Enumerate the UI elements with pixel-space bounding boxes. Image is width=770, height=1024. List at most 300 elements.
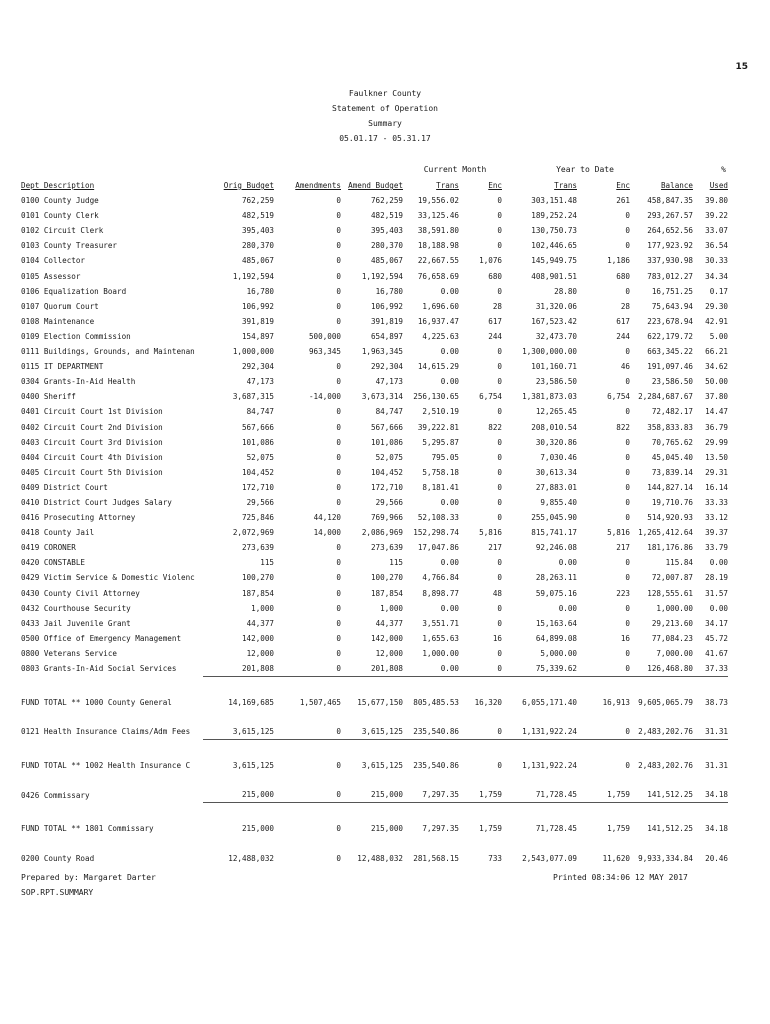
fund-total-row [21, 758, 728, 773]
cell-ye: 0 [625, 407, 630, 417]
cell-ce: 0 [497, 482, 502, 492]
cell-ye: 0 [625, 286, 630, 296]
cell-ye: 0 [625, 761, 630, 771]
department-row [21, 555, 728, 570]
cell-desc: 0403 Circuit Court 3rd Division [21, 437, 163, 447]
cell-yt: 303,151.48 [531, 196, 577, 206]
cell-bal: 293,267.57 [647, 211, 693, 221]
cell-bal: 23,586.50 [651, 377, 693, 387]
cell-ce: 733 [488, 853, 502, 863]
cell-desc: 0404 Circuit Court 4th Division [21, 452, 163, 462]
cell-orig: 187,854 [241, 588, 274, 598]
cell-ab: 172,710 [370, 482, 403, 492]
cell-ce: 244 [488, 331, 502, 341]
cell-amend: 0 [336, 377, 341, 387]
cell-ct: 0.00 [440, 497, 459, 507]
cell-ct: 4,225.63 [422, 331, 459, 341]
cell-ct: 0.00 [440, 558, 459, 568]
cell-ye: 1,759 [607, 790, 630, 800]
cell-orig: 482,519 [241, 211, 274, 221]
cell-desc: 0108 Maintenance [21, 316, 95, 326]
cell-desc: 0410 District Court Judges Salary [21, 497, 172, 507]
prepared-by: Prepared by: Margaret Darter [21, 873, 156, 882]
cell-orig: 52,075 [246, 452, 274, 462]
cell-yt: 1,131,922.24 [522, 727, 577, 737]
cell-orig: 3,687,315 [232, 392, 274, 402]
cell-desc: 0200 County Road [21, 853, 95, 863]
cell-used: 28.19 [705, 573, 728, 583]
cell-ab: 44,377 [375, 618, 403, 628]
cell-desc: FUND TOTAL ** 1002 Health Insurance C [21, 761, 191, 771]
cell-bal: 514,920.93 [647, 513, 693, 523]
printed-timestamp: Printed 08:34:06 12 MAY 2017 [553, 873, 688, 882]
cell-orig: 16,780 [246, 286, 274, 296]
cell-amend: 0 [336, 437, 341, 447]
cell-amend: 0 [336, 256, 341, 266]
cell-amend: 0 [336, 603, 341, 613]
cell-amend: 0 [336, 543, 341, 553]
department-row [21, 223, 728, 238]
cell-ce: 5,816 [479, 528, 502, 538]
cell-amend: 0 [336, 211, 341, 221]
cell-ab: 3,673,314 [361, 392, 403, 402]
cell-ce: 16,320 [474, 698, 502, 708]
cell-ct: 7,297.35 [422, 824, 459, 834]
cell-used: 0.17 [709, 286, 728, 296]
cell-used: 42.91 [705, 316, 728, 326]
cell-ce: 1,759 [479, 790, 502, 800]
cell-amend: 0 [336, 588, 341, 598]
cell-amend: 14,000 [313, 528, 341, 538]
cell-yt: 32,473.70 [535, 331, 577, 341]
cell-desc: 0418 County Jail [21, 528, 95, 538]
cell-ct: 5,758.18 [422, 467, 459, 477]
cell-ct: 2,510.19 [422, 407, 459, 417]
cell-bal: 77,084.23 [651, 633, 693, 643]
cell-ab: 47,173 [375, 377, 403, 387]
cell-used: 39.22 [705, 211, 728, 221]
cell-desc: 0803 Grants-In-Aid Social Services [21, 664, 177, 674]
cell-bal: 141,512.25 [647, 790, 693, 800]
current-month-group-label: Current Month [423, 165, 487, 174]
cell-ye: 0 [625, 497, 630, 507]
cell-used: 0.00 [709, 558, 728, 568]
cell-ye: 0 [625, 437, 630, 447]
cell-used: 29.30 [705, 301, 728, 311]
cell-desc: 0401 Circuit Court 1st Division [21, 407, 163, 417]
cell-bal: 2,284,687.67 [638, 392, 693, 402]
cell-yt: 0.00 [558, 603, 577, 613]
cell-bal: 9,605,065.79 [638, 698, 693, 708]
cell-ab: 3,615,125 [361, 727, 403, 737]
col-header-used: Used [709, 181, 728, 190]
cell-desc: 0121 Health Insurance Claims/Adm Fees [21, 727, 191, 737]
cell-orig: 84,747 [246, 407, 274, 417]
cell-used: 29.99 [705, 437, 728, 447]
cell-ab: 391,819 [370, 316, 403, 326]
cell-ye: 6,754 [607, 392, 630, 402]
cell-orig: 14,169,685 [228, 698, 274, 708]
cell-ab: 482,519 [370, 211, 403, 221]
cell-ct: 0.00 [440, 347, 459, 357]
cell-ab: 3,615,125 [361, 761, 403, 771]
cell-used: 34.62 [705, 362, 728, 372]
cell-amend: 0 [336, 301, 341, 311]
cell-bal: 264,652.56 [647, 226, 693, 236]
cell-yt: 1,300,000.00 [522, 347, 577, 357]
cell-ct: 235,540.86 [413, 727, 459, 737]
cell-ye: 261 [616, 196, 630, 206]
cell-ab: 762,259 [370, 196, 403, 206]
cell-ye: 5,816 [607, 528, 630, 538]
cell-ye: 16 [620, 633, 630, 643]
cell-amend: 0 [336, 482, 341, 492]
cell-ye: 0 [625, 226, 630, 236]
cell-used: 45.72 [705, 633, 728, 643]
cell-desc: 0402 Circuit Court 2nd Division [21, 422, 163, 432]
cell-ab: 84,747 [375, 407, 403, 417]
department-row [21, 238, 728, 253]
cell-bal: 144,827.14 [647, 482, 693, 492]
cell-bal: 9,933,334.84 [638, 853, 693, 863]
statement-table [21, 178, 728, 866]
cell-desc: 0419 CORONER [21, 543, 76, 553]
cell-ab: 1,963,345 [361, 347, 403, 357]
cell-yt: 167,523.42 [531, 316, 577, 326]
cell-ct: 5,295.87 [422, 437, 459, 447]
cell-ab: 769,966 [370, 513, 403, 523]
cell-orig: 1,000,000 [232, 347, 274, 357]
cell-yt: 27,883.01 [535, 482, 577, 492]
department-row [21, 404, 728, 419]
department-row [21, 495, 728, 510]
cell-ce: 0 [497, 347, 502, 357]
cell-ct: 4,766.84 [422, 573, 459, 583]
cell-ye: 0 [625, 241, 630, 251]
cell-ce: 0 [497, 648, 502, 658]
cell-ct: 256,130.65 [413, 392, 459, 402]
cell-ct: 52,108.33 [417, 513, 459, 523]
cell-ye: 1,186 [607, 256, 630, 266]
department-row [21, 616, 728, 631]
cell-used: 36.54 [705, 241, 728, 251]
report-id: SOP.RPT.SUMMARY [21, 888, 94, 897]
cell-yt: 30,320.86 [535, 437, 577, 447]
cell-desc: 0800 Veterans Service [21, 648, 118, 658]
cell-desc: 0429 Victim Service & Domestic Violenc [21, 573, 195, 583]
cell-orig: 47,173 [246, 377, 274, 387]
cell-ye: 0 [625, 211, 630, 221]
cell-yt: 130,750.73 [531, 226, 577, 236]
cell-yt: 9,855.40 [540, 497, 577, 507]
cell-yt: 64,899.08 [535, 633, 577, 643]
page-number: 15 [735, 62, 748, 72]
cell-bal: 70,765.62 [651, 437, 693, 447]
cell-orig: 485,067 [241, 256, 274, 266]
cell-yt: 23,586.50 [535, 377, 577, 387]
cell-used: 34.18 [705, 790, 728, 800]
cell-yt: 189,252.24 [531, 211, 577, 221]
cell-ct: 0.00 [440, 286, 459, 296]
cell-yt: 12,265.45 [535, 407, 577, 417]
cell-bal: 181,176.86 [647, 543, 693, 553]
cell-bal: 126,468.80 [647, 664, 693, 673]
cell-orig: 2,072,969 [232, 528, 274, 538]
cell-amend: 0 [336, 316, 341, 326]
fund-total-row [21, 821, 728, 836]
spacer-row [21, 773, 728, 787]
cell-ce: 0 [497, 377, 502, 387]
cell-used: 14.47 [705, 407, 728, 417]
cell-bal: 128,555.61 [647, 588, 693, 598]
cell-ye: 0 [625, 377, 630, 387]
cell-ab: 15,677,150 [357, 698, 403, 708]
cell-desc: 0107 Quorum Court [21, 301, 99, 311]
cell-amend: 963,345 [308, 347, 341, 357]
department-row [21, 851, 728, 866]
col-header-ytd-enc: Enc [616, 181, 630, 190]
cell-used: 33.07 [705, 226, 728, 236]
cell-orig: 201,808 [241, 664, 274, 673]
department-row [21, 389, 728, 404]
cell-used: 29.31 [705, 467, 728, 477]
cell-desc: 0304 Grants-In-Aid Health [21, 377, 136, 387]
cell-used: 33.79 [705, 543, 728, 553]
cell-yt: 71,728.45 [535, 790, 577, 800]
cell-yt: 0.00 [558, 558, 577, 568]
cell-ct: 38,591.80 [417, 226, 459, 236]
cell-bal: 73,839.14 [651, 467, 693, 477]
report-subtitle: Summary [368, 119, 402, 128]
spacer-row [21, 807, 728, 821]
cell-ct: 7,297.35 [422, 790, 459, 800]
cell-ce: 0 [497, 226, 502, 236]
cell-ce: 0 [497, 618, 502, 628]
cell-ab: 215,000 [370, 824, 403, 834]
cell-ab: 52,075 [375, 452, 403, 462]
cell-desc: 0115 IT DEPARTMENT [21, 362, 104, 372]
cell-orig: 215,000 [241, 790, 274, 800]
cell-ab: 273,639 [370, 543, 403, 553]
cell-desc: 0101 County Clerk [21, 211, 99, 221]
cell-ct: 19,556.02 [417, 196, 459, 206]
cell-bal: 1,265,412.64 [638, 528, 693, 538]
cell-yt: 101,160.71 [531, 362, 577, 372]
cell-ce: 0 [497, 467, 502, 477]
cell-orig: 142,000 [241, 633, 274, 643]
cell-ye: 0 [625, 603, 630, 613]
cell-ct: 235,540.86 [413, 761, 459, 771]
cell-orig: 172,710 [241, 482, 274, 492]
cell-bal: 72,482.17 [651, 407, 693, 417]
cell-ye: 0 [625, 727, 630, 737]
cell-ce: 48 [492, 588, 502, 598]
cell-ab: 100,270 [370, 573, 403, 583]
cell-used: 31.31 [705, 727, 728, 737]
cell-amend: 0 [336, 727, 341, 737]
cell-bal: 7,000.00 [656, 648, 693, 658]
cell-bal: 16,751.25 [651, 286, 693, 296]
cell-orig: 44,377 [246, 618, 274, 628]
cell-orig: 273,639 [241, 543, 274, 553]
cell-ye: 0 [625, 467, 630, 477]
cell-ye: 28 [620, 301, 630, 311]
col-header-ytd-trans: Trans [554, 181, 577, 190]
cell-bal: 223,678.94 [647, 316, 693, 326]
cell-amend: 500,000 [308, 331, 341, 341]
fund-total-row [21, 695, 728, 710]
col-header-amendments: Amendments [295, 181, 341, 190]
cell-desc: 0102 Circuit Clerk [21, 226, 104, 236]
department-row [21, 435, 728, 450]
cell-yt: 59,075.16 [535, 588, 577, 598]
cell-ct: 0.00 [440, 603, 459, 613]
cell-yt: 7,030.46 [540, 452, 577, 462]
cell-ce: 0 [497, 727, 502, 737]
cell-ce: 0 [497, 286, 502, 296]
cell-ab: 106,992 [370, 301, 403, 311]
cell-ct: 152,298.74 [413, 528, 459, 538]
department-row [21, 661, 728, 677]
cell-yt: 15,163.64 [535, 618, 577, 628]
department-row [21, 344, 728, 359]
cell-ab: 201,808 [370, 664, 403, 673]
cell-ce: 1,076 [479, 256, 502, 266]
cell-ce: 28 [492, 301, 502, 311]
cell-ab: 1,000 [380, 603, 403, 613]
cell-ye: 0 [625, 573, 630, 583]
cell-amend: 0 [336, 467, 341, 477]
cell-ab: 12,000 [375, 648, 403, 658]
cell-desc: 0426 Commissary [21, 790, 90, 800]
cell-ce: 0 [497, 664, 502, 673]
cell-ce: 617 [488, 316, 502, 326]
column-header-row [21, 178, 728, 193]
footer-left [21, 870, 156, 900]
cell-ab: 115 [389, 558, 403, 568]
cell-desc: FUND TOTAL ** 1801 Commissary [21, 824, 154, 834]
cell-ab: 280,370 [370, 241, 403, 251]
cell-orig: 101,086 [241, 437, 274, 447]
percent-group-label: % [721, 165, 726, 174]
cell-orig: 762,259 [241, 196, 274, 206]
cell-used: 41.67 [705, 648, 728, 658]
cell-orig: 12,488,032 [228, 853, 274, 863]
cell-yt: 408,901.51 [531, 271, 577, 281]
cell-desc: 0432 Courthouse Security [21, 603, 131, 613]
cell-bal: 45,045.40 [651, 452, 693, 462]
cell-yt: 255,045.90 [531, 513, 577, 523]
cell-amend: 0 [336, 226, 341, 236]
cell-ye: 1,759 [607, 824, 630, 834]
cell-desc: 0430 County Civil Attorney [21, 588, 140, 598]
cell-ce: 0 [497, 558, 502, 568]
cell-ct: 22,667.55 [417, 256, 459, 266]
cell-ct: 18,188.98 [417, 241, 459, 251]
department-row [21, 193, 728, 208]
cell-yt: 145,949.75 [531, 256, 577, 266]
cell-orig: 115 [260, 558, 274, 568]
cell-bal: 358,833.83 [647, 422, 693, 432]
cell-bal: 2,483,202.76 [638, 727, 693, 737]
cell-ab: 654,897 [370, 331, 403, 341]
cell-yt: 75,339.62 [535, 664, 577, 673]
cell-ye: 0 [625, 347, 630, 357]
cell-ct: 1,000.00 [422, 648, 459, 658]
cell-ye: 680 [616, 271, 630, 281]
cell-ce: 0 [497, 761, 502, 771]
cell-used: 33.33 [705, 497, 728, 507]
cell-amend: 44,120 [313, 513, 341, 523]
cell-amend: 0 [336, 407, 341, 417]
cell-ct: 16,937.47 [417, 316, 459, 326]
cell-ye: 223 [616, 588, 630, 598]
department-row [21, 570, 728, 585]
cell-orig: 106,992 [241, 301, 274, 311]
cell-amend: 0 [336, 271, 341, 281]
cell-ct: 0.00 [440, 664, 459, 673]
cell-yt: 102,446.65 [531, 241, 577, 251]
cell-amend: 0 [336, 286, 341, 296]
spacer-row [21, 681, 728, 695]
cell-orig: 280,370 [241, 241, 274, 251]
cell-orig: 3,615,125 [232, 761, 274, 771]
cell-bal: 2,483,202.76 [638, 761, 693, 771]
department-row [21, 374, 728, 389]
cell-yt: 1,381,873.03 [522, 392, 577, 402]
department-row [21, 314, 728, 329]
department-row [21, 646, 728, 661]
cell-ab: 16,780 [375, 286, 403, 296]
cell-ce: 0 [497, 407, 502, 417]
cell-ab: 142,000 [370, 633, 403, 643]
col-header-cm-enc: Enc [488, 181, 502, 190]
cell-amend: 0 [336, 790, 341, 800]
spacer-row [21, 744, 728, 758]
cell-ct: 33,125.46 [417, 211, 459, 221]
cell-ce: 6,754 [479, 392, 502, 402]
department-row [21, 329, 728, 344]
cell-used: 0.00 [709, 603, 728, 613]
cell-bal: 19,710.76 [651, 497, 693, 507]
report-period: 05.01.17 - 05.31.17 [339, 134, 431, 143]
department-row [21, 450, 728, 465]
cell-ce: 16 [492, 633, 502, 643]
cell-ab: 12,488,032 [357, 853, 403, 863]
cell-used: 33.12 [705, 513, 728, 523]
cell-ct: 795.05 [431, 452, 459, 462]
cell-ab: 292,304 [370, 362, 403, 372]
department-row [21, 631, 728, 646]
cell-yt: 2,543,077.09 [522, 853, 577, 863]
cell-used: 39.80 [705, 196, 728, 206]
cell-bal: 663,345.22 [647, 347, 693, 357]
cell-orig: 154,897 [241, 331, 274, 341]
department-row [21, 253, 728, 268]
cell-ye: 11,620 [602, 853, 630, 863]
cell-orig: 1,000 [251, 603, 274, 613]
cell-amend: 0 [336, 196, 341, 206]
cell-ce: 0 [497, 241, 502, 251]
cell-ct: 805,485.53 [413, 698, 459, 708]
cell-desc: 0500 Office of Emergency Management [21, 633, 182, 643]
col-header-description: Dept Description [21, 181, 95, 190]
cell-ye: 0 [625, 648, 630, 658]
col-header-balance: Balance [660, 181, 693, 190]
cell-ct: 14,615.29 [417, 362, 459, 372]
cell-ye: 217 [616, 543, 630, 553]
department-row [21, 724, 728, 740]
